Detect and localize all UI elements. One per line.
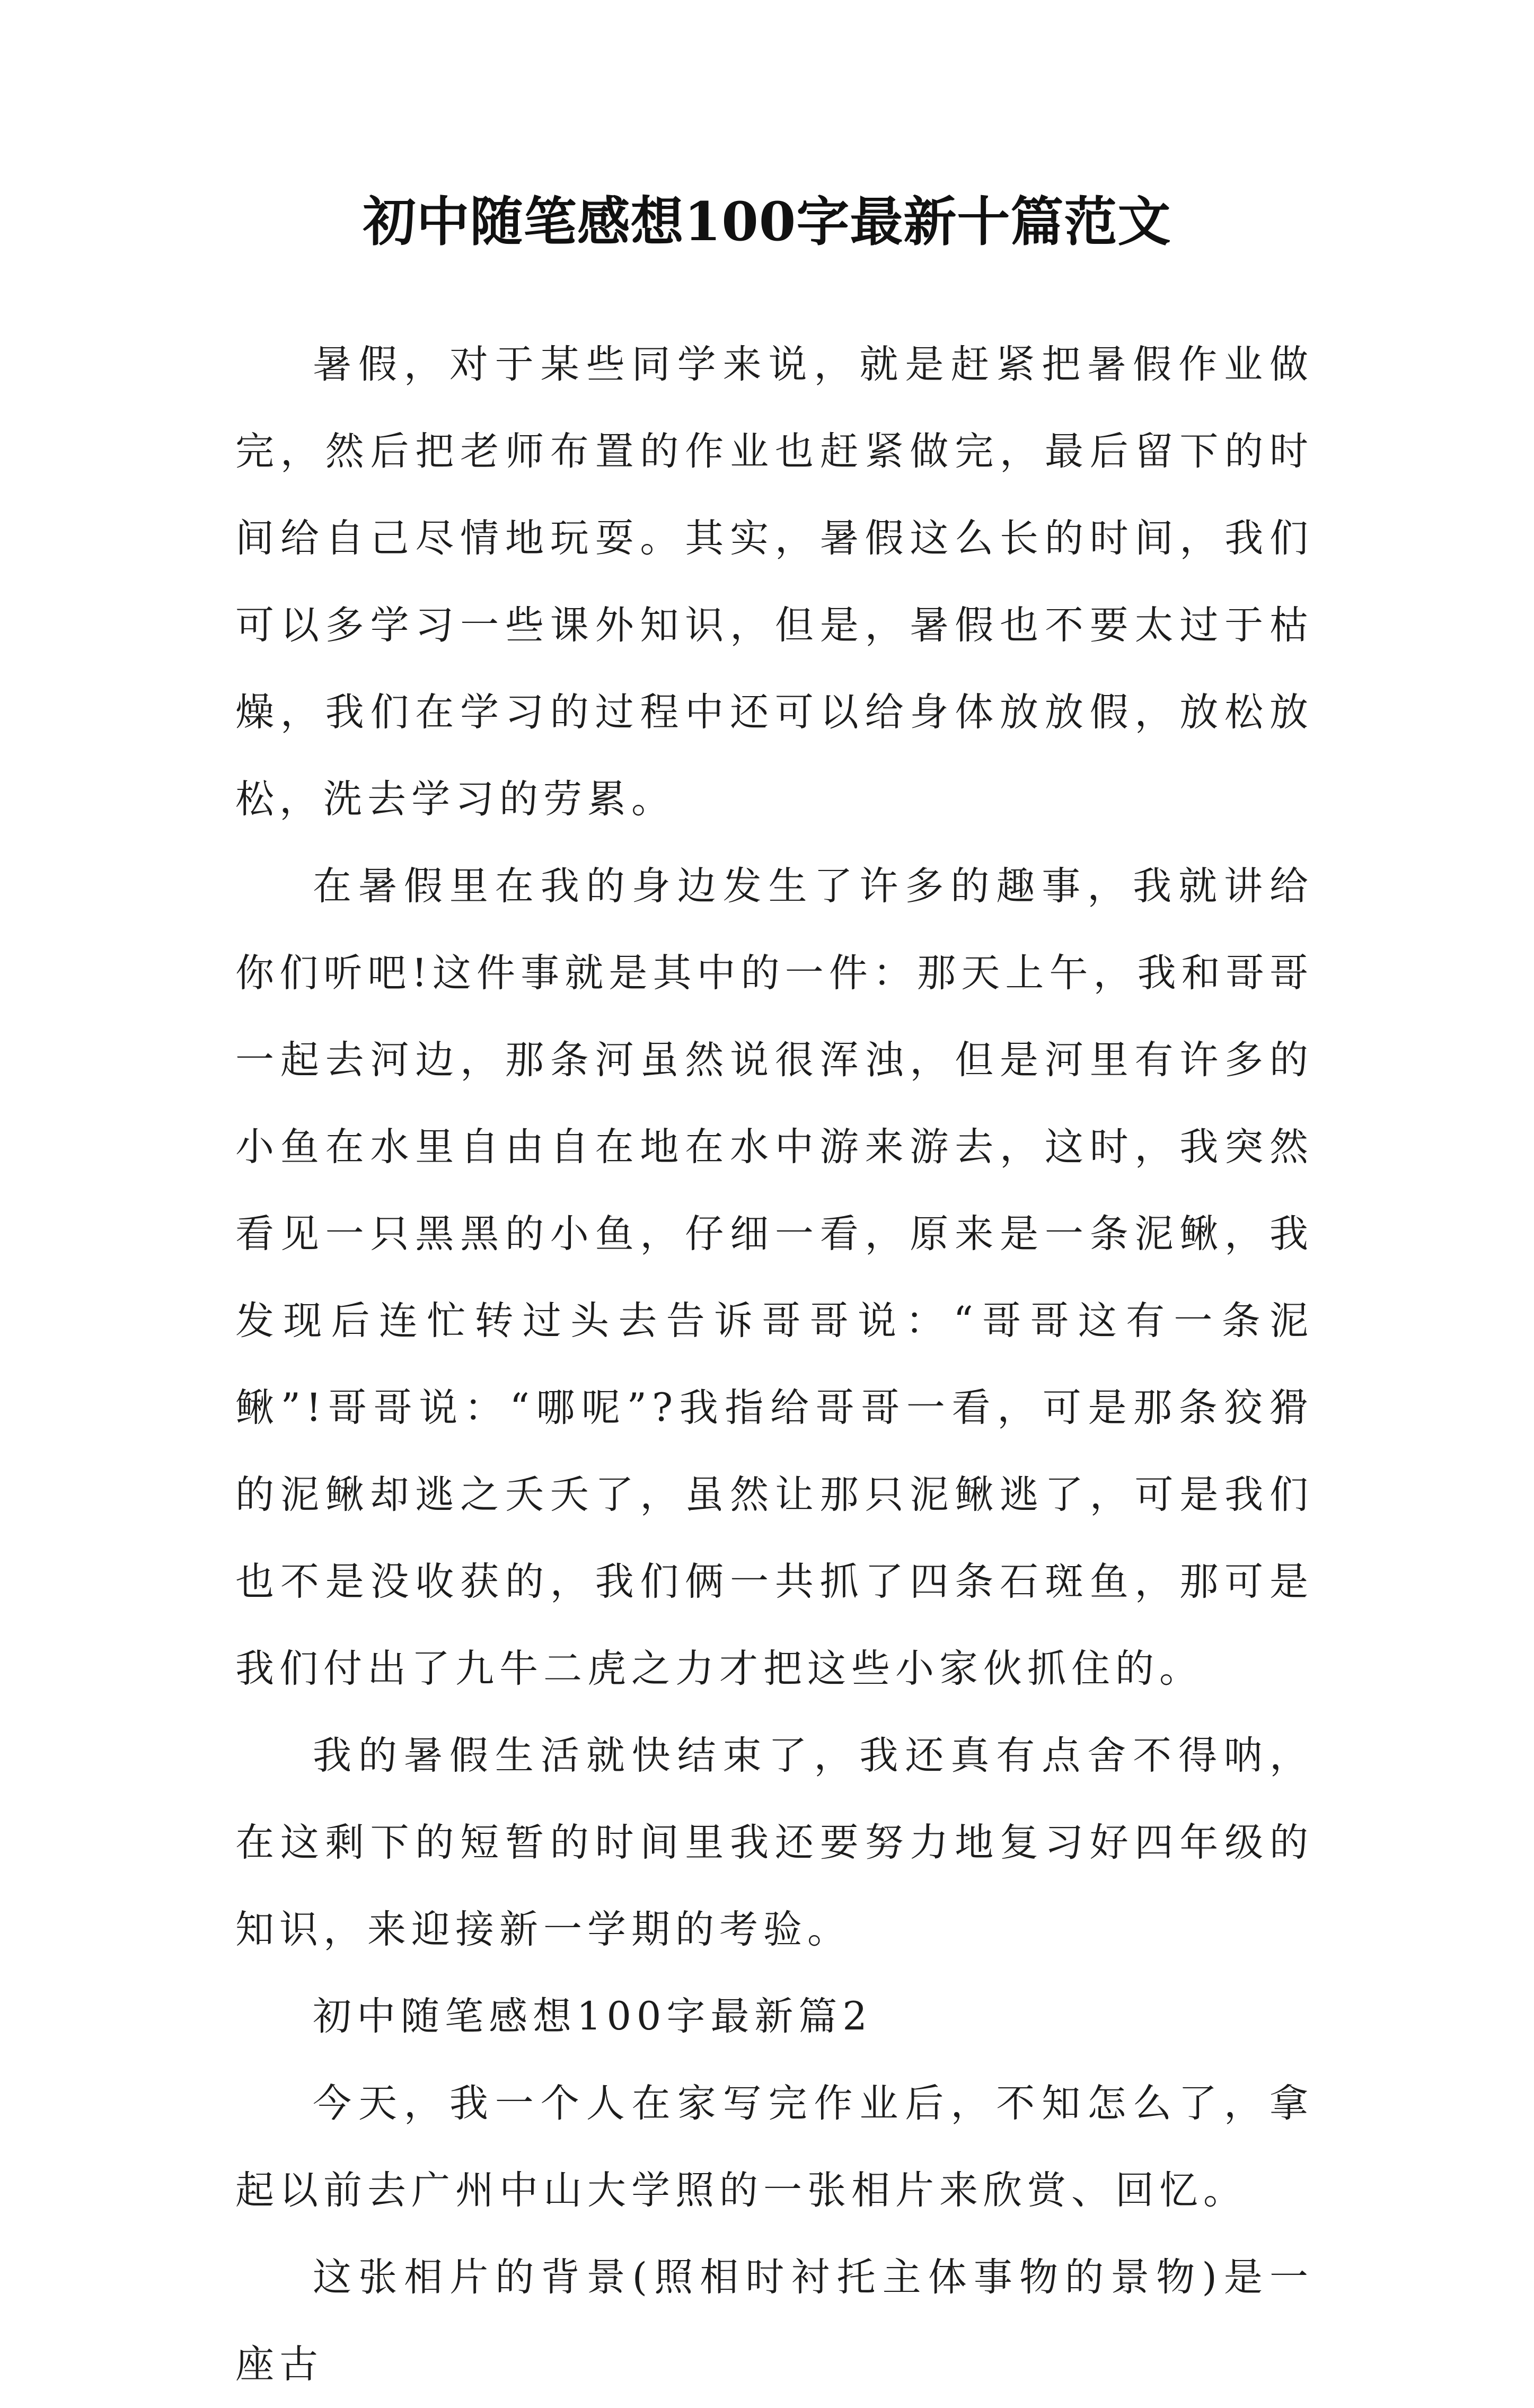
document-body [235,321,1313,2408]
paragraph: 在暑假里在我的身边发生了许多的趣事，我就讲给你们听吧!这件事就是其中的一件：那天上午，我和哥哥一起去河边，那条河虽然说很浑浊，但是河里有许多的小鱼在水里自由自在地在水中游来游去，这时，我突然看见一只黑黑的小鱼，仔细一看，原来是一条泥鳅，我发现后连忙转过头去告诉哥哥说：“哥哥这有一条泥鳅”!哥哥说：“哪呢”?我指给哥哥一看，可是那条狡猾的泥鳅却逃之夭夭了，虽然让那只泥鳅逃了，可是我们也不是没收获的，我们俩一共抓了四条石斑鱼，那可是我们付出了九牛二虎之力才把这些小家伙抓住的。 [235,864,1313,1691]
document-title: 初中随笔感想100字最新十篇范文 [363,190,1171,253]
paragraph: 我的暑假生活就快结束了，我还真有点舍不得呐，在这剩下的短暂的时间里我还要努力地复习好四年级的知识，来迎接新一学期的考验。 [235,1733,1313,1952]
paragraph: 暑假，对于某些同学来说，就是赶紧把暑假作业做完，然后把老师布置的作业也赶紧做完，最后留下的时间给自己尽情地玩耍。其实，暑假这么长的时间，我们可以多学习一些课外知识，但是，暑假也不要太过于枯燥，我们在学习的过程中还可以给身体放放假，放松放松，洗去学习的劳累。 [235,342,1313,822]
paragraph: 今天，我一个人在家写完作业后，不知怎么了，拿起以前去广州中山大学照的一张相片来欣赏、回忆。 [235,2081,1313,2213]
paragraph: 这张相片的背景(照相时衬托主体事物的景物)是一座古 [235,2255,1313,2387]
section-heading: 初中随笔感想100字最新篇2 [313,1994,872,2039]
